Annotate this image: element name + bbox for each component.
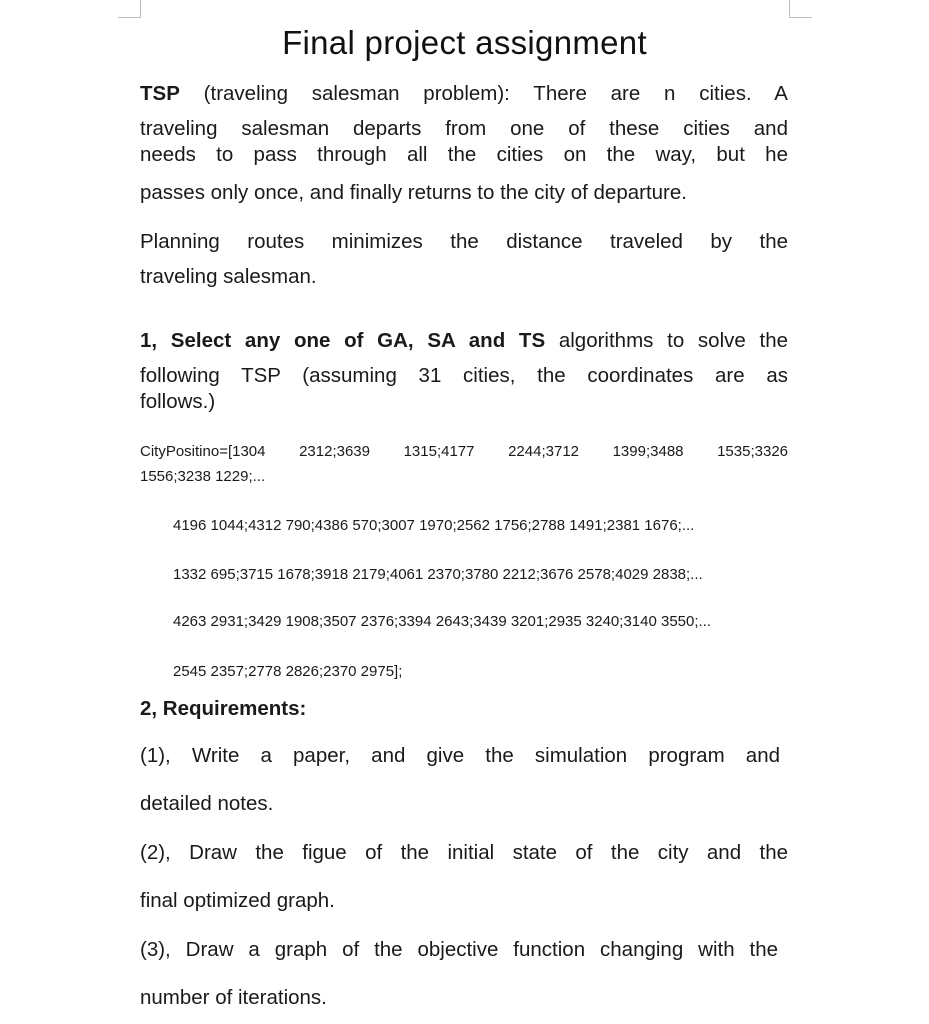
page-corner-mark-right [789,0,812,18]
intro-line-2: traveling salesman departs from one of these cities and [140,117,788,140]
city-data-line-2: 1556;3238 1229;... [140,468,266,485]
tsp-term: TSP [140,82,180,105]
city-data-line-4: 1332 695;3715 1678;3918 2179;4061 2370;3780 2212;3676 2578;4029 2838;... [173,566,703,583]
intro-line-1-text: (traveling salesman problem): There are n cities. A [203,82,788,105]
requirement-1-line-1: (1), Write a paper, and give the simulation program and [140,744,780,767]
city-data-line-5: 4263 2931;3429 1908;3507 2376;3394 2643;3439 3201;2935 3240;3140 3550;... [173,613,712,630]
city-data-line-1: CityPositino=[1304 2312;3639 1315;4177 2244;3712 1399;3488 1535;3326 [140,443,788,460]
page-corner-mark-left [118,0,141,18]
intro-line-3: needs to pass through all the cities on the way, but he [140,143,788,166]
requirement-1-line-2: detailed notes. [140,792,274,815]
task1-line-2: following TSP (assuming 31 cities, the coordinates are as [140,364,788,387]
requirement-2-line-1: (2), Draw the figue of the initial state of the city and the [140,841,788,864]
intro-line-4: passes only once, and finally returns to the city of departure. [140,181,687,204]
task1-line-3: follows.) [140,390,216,413]
task1-line-1 [140,328,788,354]
task1-bold: 1, Select any one of GA, SA and TS [140,329,546,352]
task1-rest: algorithms to solve the [558,329,788,352]
requirement-3-line-2: number of iterations. [140,986,327,1009]
intro-line-1 [140,81,788,107]
requirement-3-line-1: (3), Draw a graph of the objective function changing with the [140,938,778,961]
planning-line-2: traveling salesman. [140,265,317,288]
requirement-2-line-2: final optimized graph. [140,889,335,912]
city-data-line-3: 4196 1044;4312 790;4386 570;3007 1970;2562 1756;2788 1491;2381 1676;... [173,517,695,534]
planning-line-1: Planning routes minimizes the distance traveled by the [140,230,788,253]
city-data-line-6: 2545 2357;2778 2826;2370 2975]; [173,663,403,680]
requirements-heading: 2, Requirements: [140,697,307,720]
page-title: Final project assignment [282,24,647,61]
